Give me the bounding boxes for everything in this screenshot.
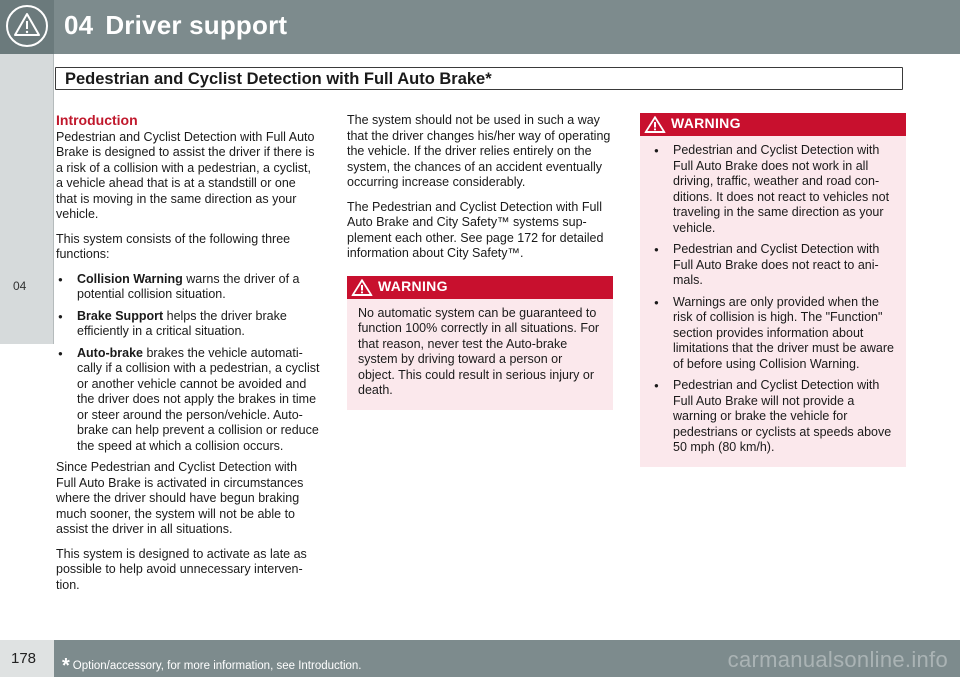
chapter-side-tab [0, 54, 54, 344]
page-header [0, 0, 960, 54]
list-item [56, 272, 320, 303]
list-item [56, 309, 320, 340]
section-title: Pedestrian and Cyclist Detection with Full Auto Brake* [65, 70, 492, 88]
col2-paragraph-1: The system should not be used in such a way that the driver changes his/her way of operating the vehicle. If the driver relies entirely on the system, the chances of an accident eventually occurring increase considerably. [347, 113, 611, 189]
intro-paragraph-1: Pedestrian and Cyclist Detection with Full Auto Brake is designed to assist the driver if there is a risk of a collision with a pedestrian, a cyclist, a vehicle ahead that is at a standstill or one that is moving in the same direction as your vehicle. [56, 129, 315, 221]
warning-body [640, 136, 906, 467]
warning-box-2 [640, 113, 906, 467]
page-number-box [0, 640, 54, 677]
intro-paragraph-4: This system is designed to activate as late as possible to help avoid unnecessary intervention. [56, 546, 307, 592]
list-item [56, 346, 320, 455]
column-1 [56, 113, 320, 602]
function-text: warns the driver of a potential collision situation. [77, 271, 300, 301]
list-item: ● Warnings are only provided when the risk of collision is high. The "Function" section provides information about limitations that the driver must be aware of before using Collision Warning. [651, 295, 895, 373]
page-number: 178 [11, 650, 37, 667]
warning-triangle-icon [5, 4, 49, 48]
warning-triangle-icon [351, 278, 373, 297]
warning-list [651, 143, 895, 456]
side-tab-label: 04 [13, 279, 27, 293]
warning-header [640, 113, 906, 136]
chapter-name: Driver support [105, 10, 288, 40]
intro-paragraph-2: This system consists of the following three functions: [56, 231, 291, 261]
column-2 [347, 113, 613, 410]
header-icon-box [0, 0, 54, 54]
footnote-star: * [62, 655, 70, 677]
introduction-heading: Introduction [56, 112, 138, 128]
warning-triangle-icon [644, 115, 666, 134]
page-footer [0, 640, 960, 677]
chapter-number: 04 [64, 10, 94, 40]
list-item: ● Pedestrian and Cyclist Detection with Full Auto Brake will not provide a warning or brake the vehicle for pedestrians or cyclists at speeds above 50 mph (80 km/h). [651, 378, 895, 456]
column-3 [640, 113, 906, 467]
warning-title: WARNING [671, 115, 741, 131]
warning-header [347, 276, 613, 299]
footnote-text: Option/accessory, for more information, see Introduction. [72, 660, 362, 672]
warning-text: No automatic system can be guaranteed to function 100% correctly in all situations. For that reason, never test the Auto-brake system by driving toward a person or object. This could result in serious injury or death. [358, 305, 600, 397]
function-name: Collision Warning [77, 271, 183, 286]
section-title-bar [55, 67, 903, 90]
chapter-title [64, 10, 287, 41]
function-text: helps the driver brake efficiently in a critical situation. [77, 308, 287, 338]
warning-title: WARNING [378, 277, 448, 294]
function-name: Brake Support [77, 308, 164, 323]
intro-paragraph-3: Since Pedestrian and Cyclist Detection with Full Auto Brake is activated in circumstances where the driver should have begun braking much sooner, the system will not be able to assist the driver in all situations. [56, 460, 304, 536]
watermark: carmanualsonline.info [727, 647, 948, 672]
function-text: brakes the vehicle automatically if a collision with a pedestrian, a cyclist or another vehicle cannot be avoided and the driver does not apply the brakes in time or steer around the person/vehicle. Auto-brake can help prevent a collision or reduce the speed at which a collision occurs. [77, 345, 320, 453]
function-name: Auto-brake [77, 345, 143, 360]
warning-box-1 [347, 276, 613, 410]
list-item: ● Pedestrian and Cyclist Detection with Full Auto Brake does not react to animals. [651, 242, 895, 289]
col2-paragraph-2: The Pedestrian and Cyclist Detection with Full Auto Brake and City Safety™ systems supplement each other. See page 172 for detailed information about City Safety™. [347, 199, 604, 260]
functions-list [56, 272, 320, 455]
list-item: ● Pedestrian and Cyclist Detection with Full Auto Brake does not work in all driving, traffic, weather and road conditions. It does not react to vehicles not traveling in the same direction as your vehicle. [651, 143, 895, 236]
side-tab-divider [53, 54, 54, 344]
footnote [62, 652, 362, 675]
